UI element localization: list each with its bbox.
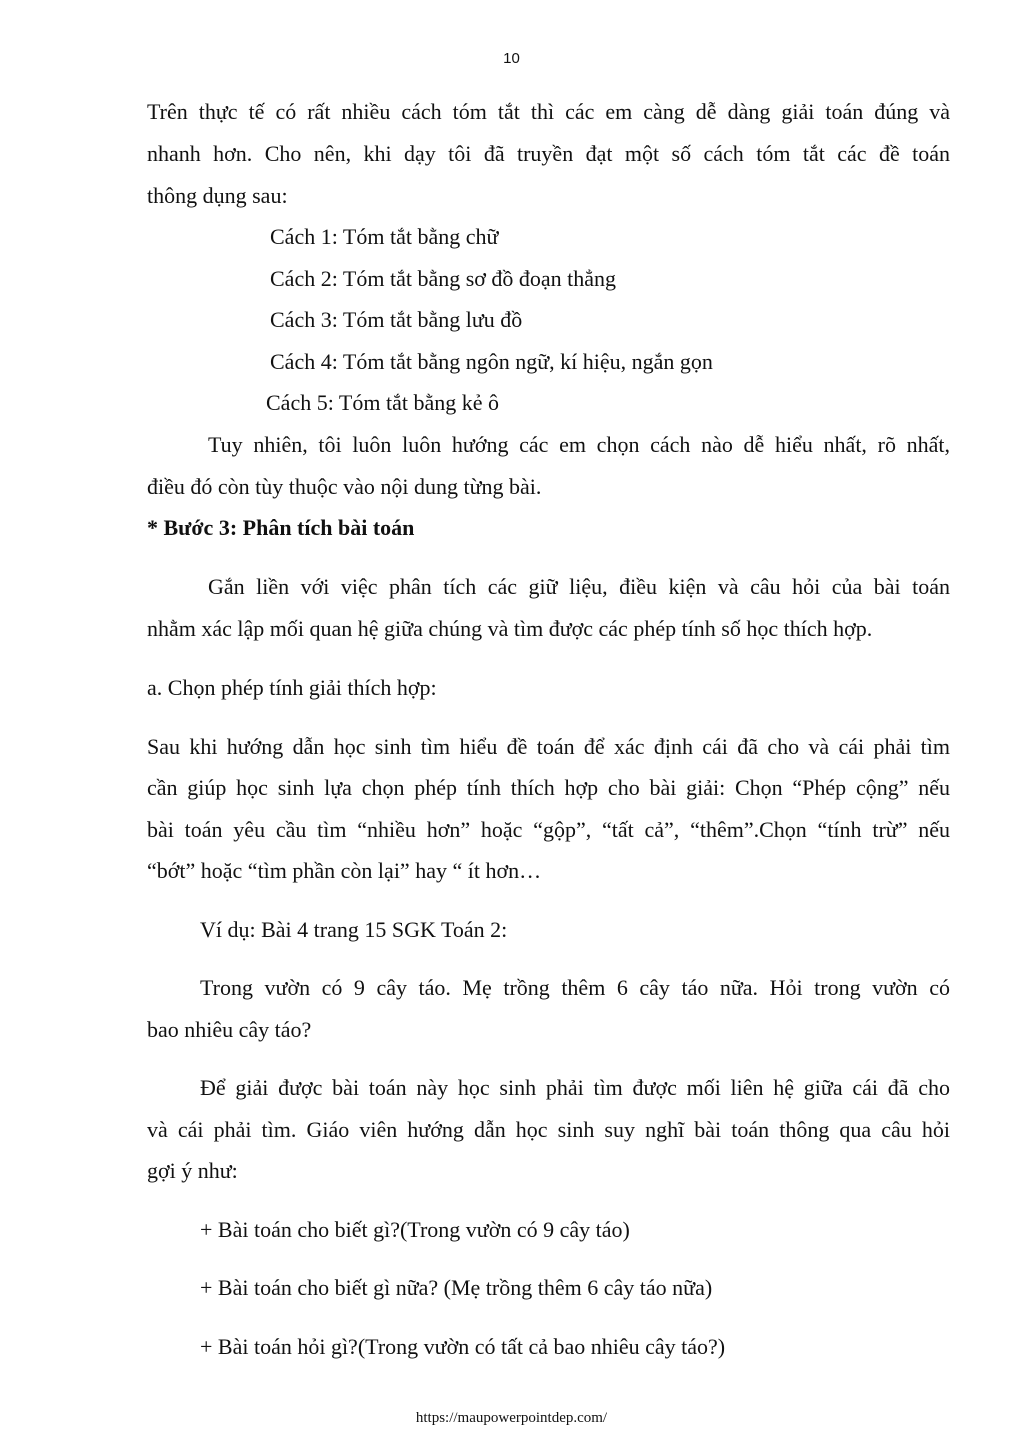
paragraph-line: Trên thực tế có rất nhiều cách tóm tắt thì các em càng dễ dàng giải toán đúng và: [147, 99, 950, 124]
paragraph-line: nhằm xác lập mối quan hệ giữa chúng và tìm được các phép tính số học thích hợp.: [147, 616, 873, 641]
paragraph-line: thông dụng sau:: [147, 183, 288, 208]
method-item-3: Cách 3: Tóm tắt bằng lưu đồ: [270, 307, 523, 332]
paragraph-line: Để giải được bài toán này học sinh phải tìm được mối liên hệ giữa cái đã cho: [200, 1075, 950, 1100]
paragraph-line: nhanh hơn. Cho nên, khi dạy tôi đã truyền đạt một số cách tóm tắt các đề toán: [147, 141, 950, 166]
method-item-5: Cách 5: Tóm tắt bằng kẻ ô: [266, 390, 499, 415]
question-item-2: + Bài toán cho biết gì nữa? (Mẹ trồng thêm 6 cây táo nữa): [200, 1275, 713, 1300]
paragraph-line: cần giúp học sinh lựa chọn phép tính thích hợp cho bài giải: Chọn “Phép cộng” nếu: [147, 775, 950, 800]
paragraph-line: Gắn liền với việc phân tích các giữ liệu, điều kiện và câu hỏi của bài toán: [208, 574, 950, 599]
section-heading: * Bước 3: Phân tích bài toán: [147, 515, 415, 540]
paragraph-line: điều đó còn tùy thuộc vào nội dung từng bài.: [147, 474, 542, 499]
paragraph-line: gợi ý như:: [147, 1158, 238, 1183]
question-item-3: + Bài toán hỏi gì?(Trong vườn có tất cả bao nhiêu cây táo?): [200, 1334, 726, 1359]
subheading: a. Chọn phép tính giải thích hợp:: [147, 675, 437, 700]
method-item-4: Cách 4: Tóm tắt bằng ngôn ngữ, kí hiệu, ngắn gọn: [270, 349, 713, 374]
paragraph-line: Trong vườn có 9 cây táo. Mẹ trồng thêm 6 cây táo nữa. Hỏi trong vườn có: [200, 975, 950, 1000]
question-item-1: + Bài toán cho biết gì?(Trong vườn có 9 cây táo): [200, 1217, 630, 1242]
paragraph-line: và cái phải tìm. Giáo viên hướng dẫn học sinh suy nghĩ bài toán thông qua câu hỏi: [147, 1117, 950, 1142]
paragraph-line: Sau khi hướng dẫn học sinh tìm hiểu đề toán để xác định cái đã cho và cái phải tìm: [147, 734, 950, 759]
paragraph-line: bao nhiêu cây táo?: [147, 1017, 312, 1042]
example-label: Ví dụ: Bài 4 trang 15 SGK Toán 2:: [200, 917, 508, 942]
method-item-1: Cách 1: Tóm tắt bằng chữ: [270, 224, 499, 249]
footer-url: https://maupowerpointdep.com/: [415, 1410, 608, 1426]
page-number: 10: [503, 50, 520, 67]
method-item-2: Cách 2: Tóm tắt bằng sơ đồ đoạn thẳng: [270, 266, 617, 291]
paragraph-line: bài toán yêu cầu tìm “nhiều hơn” hoặc “gộp”, “tất cả”, “thêm”.Chọn “tính trừ” nếu: [147, 817, 950, 842]
paragraph-line: Tuy nhiên, tôi luôn luôn hướng các em chọn cách nào dễ hiểu nhất, rõ nhất,: [208, 432, 950, 457]
paragraph-line: “bớt” hoặc “tìm phần còn lại” hay “ ít hơn…: [147, 858, 542, 883]
